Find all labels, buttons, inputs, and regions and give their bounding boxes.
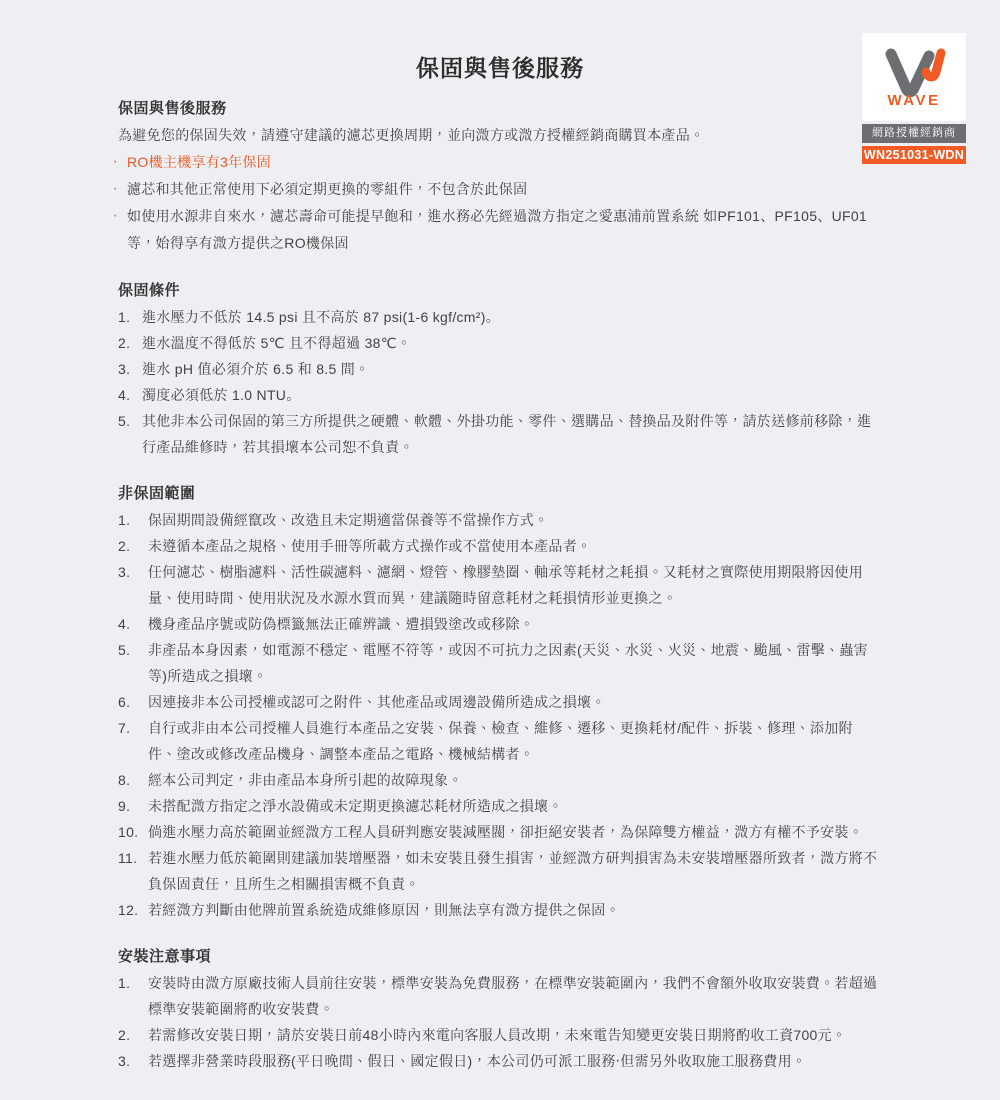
page-title: 保固與售後服務: [416, 55, 584, 81]
list-item: 3. 若選擇非營業時段服務(平日晚間、假日、國定假日)，本公司仍可派工服務‧但需另外收取施工服務費用。: [118, 1053, 807, 1069]
bullet-dot-icon: ‧: [113, 154, 118, 170]
dealer-code: WN251031-WDN: [863, 148, 965, 162]
list-item: 2. 進水溫度不得低於 5℃ 且不得超過 38℃。: [118, 335, 412, 351]
list-item: 1. 安裝時由溦方原廠技術人員前往安裝，標準安裝為免費服務，在標準安裝範圍內，我們不會額外收取安裝費。若超過標準安裝範圍將酌收安裝費。: [118, 975, 878, 1017]
list-item: 4. 濁度必須低於 1.0 NTU。: [118, 387, 301, 403]
bullet-dot-icon: ‧: [113, 181, 118, 197]
installation-notes-list: [118, 970, 878, 1074]
list-item: 8. 經本公司判定，非由產品本身所引起的故障現象。: [118, 772, 463, 788]
list-item: 5. 其他非本公司保固的第三方所提供之硬體、軟體、外掛功能、零件、選購品、替換品及附件等，請於送修前移除，進行產品維修時，若其損壞本公司恕不負責。: [118, 413, 872, 455]
section-heading-warranty-service: 保固與售後服務: [118, 100, 227, 117]
list-item: 11. 若進水壓力低於範圍則建議加裝增壓器，如未安裝且發生損害，並經溦方研判損害為未安裝增壓器所致者，溦方將不負保固責任，且所生之相關損害概不負責。: [118, 850, 878, 892]
section-heading-non-warranty-scope: 非保固範圍: [118, 485, 196, 502]
list-item: 2. 若需修改安裝日期，請於安裝日前48小時內來電向客服人員改期，未來電告知變更安裝日期將酌收工資700元。: [118, 1027, 847, 1043]
list-item: ‧ RO機主機享有3年保固: [113, 149, 878, 176]
list-item: ‧ 如使用水源非自來水，濾芯壽命可能提早飽和，進水務必先經過溦方指定之愛惠浦前置系統 如PF101、PF105、UF01等，始得享有溦方提供之RO機保固: [113, 203, 878, 257]
list-item: 6. 因連接非本公司授權或認可之附件、其他產品或周邊設備所造成之損壞。: [118, 694, 606, 710]
wave-wordmark: WAVE: [887, 92, 941, 108]
list-item: 3. 進水 pH 值必須介於 6.5 和 8.5 間。: [118, 361, 370, 377]
non-warranty-list: [118, 507, 878, 923]
dealer-label: 網路授權經銷商: [862, 124, 966, 143]
warranty-bullet-list: [113, 149, 878, 257]
list-item: 1. 保固期間設備經竄改、改造且未定期適當保養等不當操作方式。: [118, 512, 549, 528]
bullet-dot-icon: ‧: [113, 208, 118, 224]
warranty-intro-paragraph: 為避免您的保固失效，請遵守建議的濾芯更換周期，並向溦方或溦方授權經銷商購買本產品。: [118, 127, 705, 143]
warranty-conditions-list: [118, 304, 878, 460]
list-item: 10. 倘進水壓力高於範圍並經溦方工程人員研判應安裝減壓閥，卻拒絕安裝者，為保障雙方權益，溦方有權不予安裝。: [118, 824, 863, 840]
list-item: 5. 非產品本身因素，如電源不穩定、電壓不符等，或因不可抗力之因素(天災、水災、火災、地震、颱風、雷擊、蟲害等)所造成之損壞。: [118, 642, 868, 684]
list-item: 1. 進水壓力不低於 14.5 psi 且不高於 87 psi(1-6 kgf/cm²)。: [118, 309, 500, 325]
section-heading-installation-notes: 安裝注意事項: [118, 948, 212, 965]
list-item: 9. 未搭配溦方指定之淨水設備或未定期更換濾芯耗材所造成之損壞。: [118, 798, 563, 814]
list-item: 12. 若經溦方判斷由他牌前置系統造成維修原因，則無法享有溦方提供之保固。: [118, 902, 620, 918]
list-item: 2. 未遵循本產品之規格、使用手冊等所載方式操作或不當使用本產品者。: [118, 538, 592, 554]
list-item: 4. 機身產品序號或防偽標籤無法正確辨識、遭損毀塗改或移除。: [118, 616, 535, 632]
list-item: 7. 自行或非由本公司授權人員進行本產品之安裝、保養、檢查、維修、遷移、更換耗材/配件、拆裝、修理、添加附件、塗改或修改產品機身、調整本產品之電路、機械結構者。: [118, 720, 853, 762]
wave-w-mark-icon: [869, 46, 959, 108]
document-body: [113, 96, 878, 1074]
list-item: 3. 任何濾芯、樹脂濾料、活性碳濾料、濾網、燈管、橡膠墊圈、軸承等耗材之耗損。又耗材之實際使用期限將因使用量、使用時間、使用狀況及水源水質而異，建議隨時留意耗材之耗損情形並更換之。: [118, 564, 863, 606]
list-item: ‧ 濾芯和其他正常使用下必須定期更換的零組件，不包含於此保固: [113, 176, 878, 203]
section-heading-warranty-conditions: 保固條件: [118, 282, 181, 299]
